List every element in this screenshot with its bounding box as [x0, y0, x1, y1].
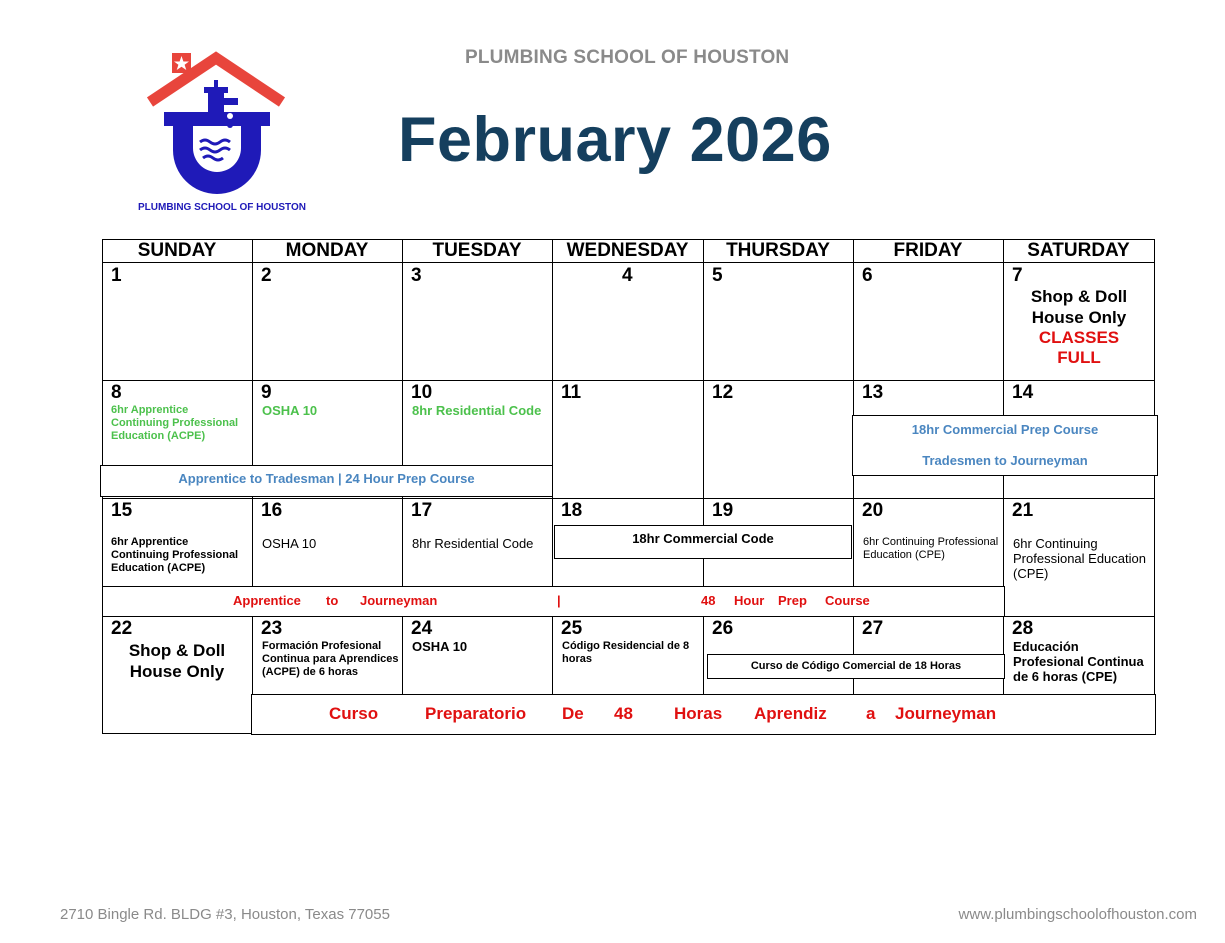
weekday-friday: FRIDAY [893, 240, 963, 261]
bar-word: 48 [701, 593, 716, 608]
event-residential-code: 8hr Residential Code [412, 536, 534, 551]
event-cpe: 6hr Continuing Professional Education (CPE) [1013, 536, 1146, 581]
event-acpe: 6hr Apprentice Continuing Professional Education (ACPE) [111, 404, 239, 442]
event-osha10: OSHA 10 [262, 403, 318, 418]
event-line: Shop & Doll [1030, 287, 1128, 306]
course-bar-commercial-prep [852, 415, 1158, 476]
bar-word: | [557, 593, 561, 608]
event-cpe-spanish: Educación Profesional Continua de 6 horas (CPE) [1013, 639, 1144, 684]
day-number: 8 [111, 382, 122, 403]
event-osha10: OSHA 10 [262, 536, 317, 551]
day-number: 23 [261, 618, 283, 639]
footer-website-link[interactable]: www.plumbingschoolofhouston.com [958, 906, 1197, 923]
day-number: 4 [622, 265, 633, 286]
day-number: 18 [561, 500, 583, 521]
course-bar-label: Curso de Código Comercial de 18 Horas [750, 660, 962, 672]
event-acpe: 6hr Apprentice Continuing Professional Education (ACPE) [111, 536, 239, 574]
logo-caption: PLUMBING SCHOOL OF HOUSTON [138, 202, 306, 213]
month-title: February 2026 [398, 105, 832, 175]
day-number: 22 [111, 618, 133, 639]
course-bar-comercial-code [707, 654, 1005, 679]
day-number: 27 [862, 618, 884, 639]
grid-line [102, 262, 1155, 263]
event-line: Shop & Doll [128, 641, 226, 660]
event-shop-doll-house [1004, 286, 1154, 328]
day-number: 1 [111, 265, 122, 286]
house-faucet-logo-icon [140, 50, 290, 200]
course-bar-label: 18hr Commercial Code [632, 531, 774, 546]
day-number: 17 [411, 500, 433, 521]
notice-line: CLASSES [1038, 328, 1120, 347]
course-bar-curso-preparatorio [251, 694, 1156, 735]
school-logo [140, 50, 290, 205]
day-number: 24 [411, 618, 433, 639]
day-number: 21 [1012, 500, 1034, 521]
day-number: 11 [561, 382, 582, 403]
notice-line: FULL [1057, 348, 1101, 367]
weekday-wednesday: WEDNESDAY [566, 240, 689, 261]
bar-word: Horas [674, 704, 723, 723]
day-number: 16 [261, 500, 283, 521]
day-number: 25 [561, 618, 583, 639]
school-name-header: PLUMBING SCHOOL OF HOUSTON [465, 47, 790, 68]
weekday-thursday: THURSDAY [726, 240, 830, 261]
day-number: 14 [1012, 382, 1034, 403]
bar-word: 48 [614, 704, 633, 723]
weekday-sunday: SUNDAY [137, 240, 217, 261]
grid-line [102, 380, 1155, 381]
bar-word: Aprendiz [754, 704, 827, 723]
bar-word: Prep [778, 593, 807, 608]
bar-word: Apprentice [233, 593, 301, 608]
weekday-monday: MONDAY [285, 240, 369, 261]
day-number: 2 [261, 265, 272, 286]
event-line: House Only [129, 662, 225, 681]
day-number: 9 [261, 382, 272, 403]
bar-word: De [562, 704, 584, 723]
event-cpe: 6hr Continuing Professional Education (CPE) [863, 536, 999, 561]
grid-line [102, 498, 1155, 499]
course-bar-label: 18hr Commercial Prep Course [911, 422, 1099, 437]
bar-word: Journeyman [895, 704, 997, 723]
bar-word: a [866, 704, 876, 723]
bar-word: to [326, 593, 339, 608]
day-number: 10 [411, 382, 433, 403]
day-number: 5 [712, 265, 723, 286]
event-residential-code: 8hr Residential Code [412, 403, 542, 418]
bar-word: Preparatorio [425, 704, 527, 723]
event-residential-code-spanish: Código Residencial de 8 horas [562, 640, 690, 665]
day-number: 26 [712, 618, 734, 639]
day-number: 7 [1012, 265, 1023, 286]
grid-line [703, 239, 704, 734]
bar-word: Journeyman [360, 593, 438, 608]
course-bar-label: Apprentice to Tradesman | 24 Hour Prep Course [178, 471, 475, 486]
bar-word: Hour [734, 593, 765, 608]
weekday-saturday: SATURDAY [1027, 240, 1130, 261]
day-number: 6 [862, 265, 873, 286]
event-osha10: OSHA 10 [412, 639, 468, 654]
day-number: 28 [1012, 618, 1034, 639]
course-bar-apprentice-journeyman [102, 586, 1005, 617]
course-bar-label: Tradesmen to Journeyman [922, 453, 1088, 468]
bar-word: Course [825, 593, 870, 608]
course-bar-apprentice-tradesman [100, 465, 553, 497]
classes-full-notice [1004, 328, 1154, 368]
event-acpe-spanish: Formación Profesional Continua para Aprendices (ACPE) de 6 horas [262, 640, 399, 678]
day-number: 19 [712, 500, 734, 521]
grid-line [1154, 239, 1155, 734]
course-bar-commercial-code [554, 525, 852, 559]
event-line: House Only [1031, 308, 1127, 327]
weekday-tuesday: TUESDAY [432, 240, 522, 261]
event-shop-doll-house [103, 640, 251, 682]
day-number: 12 [712, 382, 734, 403]
day-number: 20 [862, 500, 884, 521]
bar-word: Curso [329, 704, 379, 723]
footer-address: 2710 Bingle Rd. BLDG #3, Houston, Texas 77055 [60, 906, 390, 923]
day-number: 13 [862, 382, 884, 403]
day-number: 15 [111, 500, 133, 521]
day-number: 3 [411, 265, 422, 286]
